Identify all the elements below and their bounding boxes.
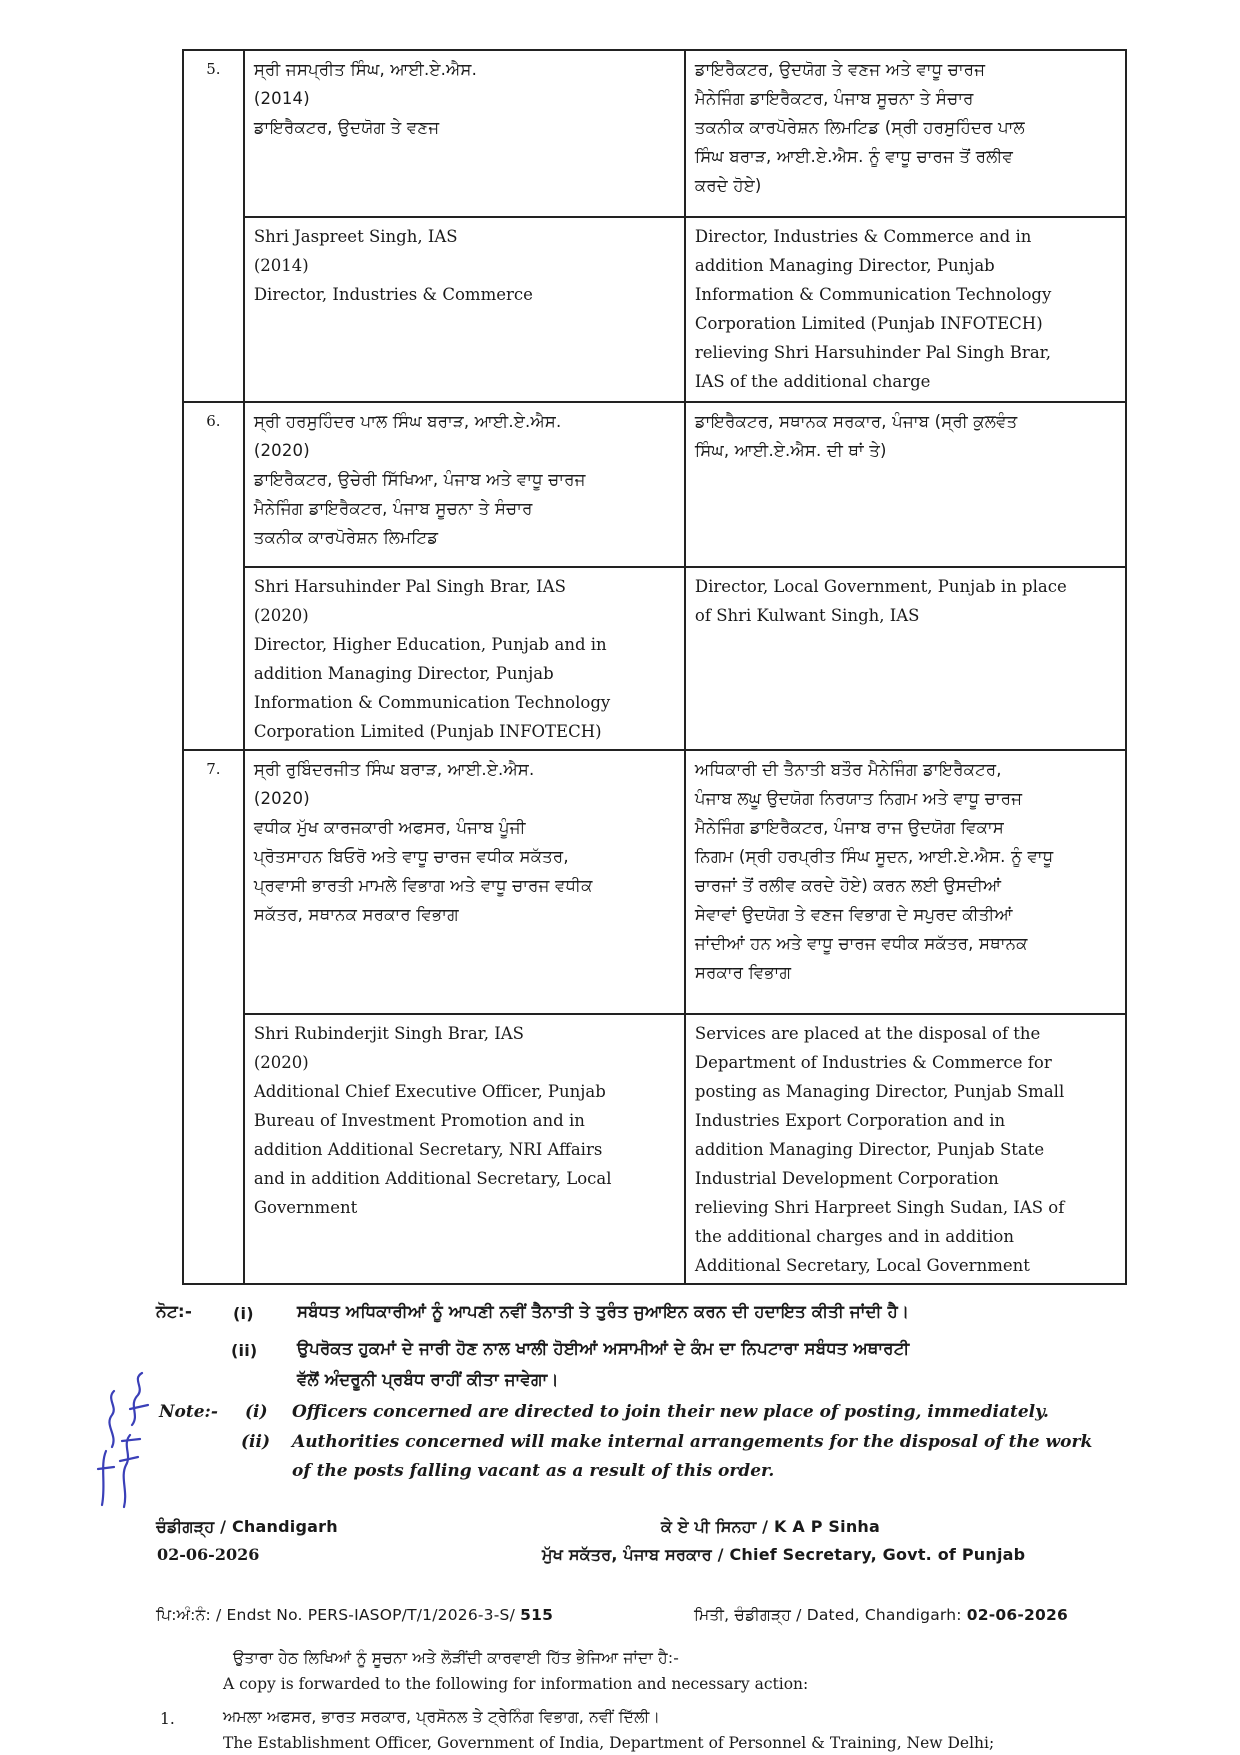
issue-date: 02-06-2026 [157,1545,260,1564]
table-row [183,567,1126,750]
note-text: ਉਪਰੋਕਤ ਹੁਕਮਾਂ ਦੇ ਜਾਰੀ ਹੋਣ ਨਾਲ ਖਾਲੀ ਹੋਈਆਂ ਅਸਾਮੀਆਂ ਦੇ ਕੰਮ ਦਾ ਨਿਪਟਾਰਾ ਸਬੰਧਤ ਅਥਾਰਟੀ [297,1339,910,1358]
recipient-pa: ਅਮਲਾ ਅਫਸਰ, ਭਾਰਤ ਸਰਕਾਰ, ਪ੍ਰਸੋਨਲ ਤੇ ਟ੍ਰੇਨਿੰਗ ਵਿਭਾਗ, ਨਵੀਂ ਦਿੱਲੀ। [223,1708,661,1726]
place: ਚੰਡੀਗੜ੍ਹ / Chandigarh [156,1517,338,1536]
note-number: (ii) [241,1432,271,1452]
posting-cell-pa: ਅਧਿਕਾਰੀ ਦੀ ਤੈਨਾਤੀ ਬਤੌਰ ਮੈਨੇਜਿੰਗ ਡਾਇਰੈਕਟਰ, ਪੰਜਾਬ ਲਘੂ ਉਦਯੋਗ ਨਿਰਯਾਤ ਨਿਗਮ ਅਤੇ ਵਾਧੂ ਚਾਰਜ ਮੈਨੇਜਿੰਗ ਡਾਇਰੈਕਟਰ, ਪੰਜਾਬ ਰਾਜ ਉਦਯੋਗ ਵਿਕਾਸ ਨਿਗਮ (ਸ੍ਰੀ ਹਰਪ੍ਰੀਤ ਸਿੰਘ ਸੂਦਨ, ਆਈ.ਏ.ਐਸ. ਨੂੰ ਵਾਧੂ ਚਾਰਜਾਂ ਤੋਂ ਰਲੀਵ ਕਰਦੇ ਹੋਏ) ਕਰਨ ਲਈ ਉਸਦੀਆਂ ਸੇਵਾਵਾਂ ਉਦਯੋਗ ਤੇ ਵਣਜ ਵਿਭਾਗ ਦੇ ਸਪੁਰਦ ਕੀਤੀਆਂ ਜਾਂਦੀਆਂ ਹਨ ਅਤੇ ਵਾਧੂ ਚਾਰਜ ਵਧੀਕ ਸਕੱਤਰ, ਸਥਾਨਕ ਸਰਕਾਰ ਵਿਭਾਗ [685,750,1126,1014]
postings-table [182,49,1127,1285]
table-row [183,750,1126,1014]
officer-cell-pa: ਸ੍ਰੀ ਰੁਬਿੰਦਰਜੀਤ ਸਿੰਘ ਬਰਾੜ, ਆਈ.ਏ.ਐਸ. (2020) ਵਧੀਕ ਮੁੱਖ ਕਾਰਜਕਾਰੀ ਅਫਸਰ, ਪੰਜਾਬ ਪੂੰਜੀ ਪ੍ਰੋਤਸਾਹਨ ਬਿਓਰੋ ਅਤੇ ਵਾਧੂ ਚਾਰਜ ਵਧੀਕ ਸਕੱਤਰ, ਪ੍ਰਵਾਸੀ ਭਾਰਤੀ ਮਾਮਲੇ ਵਿਭਾਗ ਅਤੇ ਵਾਧੂ ਚਾਰਜ ਵਧੀਕ ਸਕੱਤਰ, ਸਥਾਨਕ ਸਰਕਾਰ ਵਿਭਾਗ [244,750,685,1014]
note-text: ਵੱਲੋਂ ਅੰਦਰੂਨੀ ਪ੍ਰਬੰਧ ਰਾਹੀਂ ਕੀਤਾ ਜਾਵੇਗਾ। [297,1370,559,1389]
officer-cell-pa: ਸ੍ਰੀ ਜਸਪ੍ਰੀਤ ਸਿੰਘ, ਆਈ.ਏ.ਐਸ. (2014) ਡਾਇਰੈਕਟਰ, ਉਦਯੋਗ ਤੇ ਵਣਜ [244,50,685,217]
handwritten-initials [92,1365,154,1515]
endorsement-number: ਪਿ:ਅੰ:ਨੰ: / Endst No. PERS-IASOP/T/1/2026-3-S/ 515 [156,1606,554,1624]
note-number: (i) [233,1304,254,1323]
posting-cell-en: Director, Industries & Commerce and in addition Managing Director, Punjab Information & Communication Technology Corporation Limited (Punjab INFOTECH) relieving Shri Harsuhinder Pal Singh Brar, IAS of the additional charge [685,217,1126,402]
note-text: Officers concerned are directed to join their new place of posting, immediately. [292,1402,1049,1422]
note-number: (i) [245,1402,268,1422]
note-label-pa: ਨੋਟ:- [156,1302,193,1322]
officer-cell-en: Shri Rubinderjit Singh Brar, IAS (2020) Additional Chief Executive Officer, Punjab Bureau of Investment Promotion and in addition Additional Secretary, NRI Affairs and in addition Additional Secretary, Local Government [244,1014,685,1284]
endorsement-date: ਮਿਤੀ, ਚੰਡੀਗੜ੍ਹ / Dated, Chandigarh: 02-06-2026 [694,1606,1068,1624]
signatory-name: ਕੇ ਏ ਪੀ ਸਿਨਹਾ / K A P Sinha [661,1517,880,1536]
note-text: ਸਬੰਧਤ ਅਧਿਕਾਰੀਆਂ ਨੂੰ ਆਪਣੀ ਨਵੀਂ ਤੈਨਾਤੀ ਤੇ ਤੁਰੰਤ ਜੁਆਇਨ ਕਰਨ ਦੀ ਹਦਾਇਤ ਕੀਤੀ ਜਾਂਦੀ ਹੈ। [297,1302,910,1321]
posting-cell-pa: ਡਾਇਰੈਕਟਰ, ਉਦਯੋਗ ਤੇ ਵਣਜ ਅਤੇ ਵਾਧੂ ਚਾਰਜ ਮੈਨੇਜਿੰਗ ਡਾਇਰੈਕਟਰ, ਪੰਜਾਬ ਸੂਚਨਾ ਤੇ ਸੰਚਾਰ ਤਕਨੀਕ ਕਾਰਪੋਰੇਸ਼ਨ ਲਿਮਟਿਡ (ਸ੍ਰੀ ਹਰਸੁਹਿੰਦਰ ਪਾਲ ਸਿੰਘ ਬਰਾੜ, ਆਈ.ਏ.ਐਸ. ਨੂੰ ਵਾਧੂ ਚਾਰਜ ਤੋਂ ਰਲੀਵ ਕਰਦੇ ਹੋਏ) [685,50,1126,217]
copy-forward-pa: ਉਤਾਰਾ ਹੇਠ ਲਿਖਿਆਂ ਨੂੰ ਸੂਚਨਾ ਅਤੇ ਲੋੜੀਂਦੀ ਕਾਰਵਾਈ ਹਿੱਤ ਭੇਜਿਆ ਜਾਂਦਾ ਹੈ:- [233,1649,680,1667]
note-label-en: Note:- [159,1402,218,1422]
serial-number: 6. [183,402,244,750]
officer-cell-pa: ਸ੍ਰੀ ਹਰਸੁਹਿੰਦਰ ਪਾਲ ਸਿੰਘ ਬਰਾੜ, ਆਈ.ਏ.ਐਸ. (2020) ਡਾਇਰੈਕਟਰ, ਉਚੇਰੀ ਸਿੱਖਿਆ, ਪੰਜਾਬ ਅਤੇ ਵਾਧੂ ਚਾਰਜ ਮੈਨੇਜਿੰਗ ਡਾਇਰੈਕਟਰ, ਪੰਜਾਬ ਸੂਚਨਾ ਤੇ ਸੰਚਾਰ ਤਕਨੀਕ ਕਾਰਪੋਰੇਸ਼ਨ ਲਿਮਟਿਡ [244,402,685,567]
posting-cell-en: Services are placed at the disposal of the Department of Industries & Commerce for posting as Managing Director, Punjab Small Industries Export Corporation and in addition Managing Director, Punjab State Industrial Development Corporation relieving Shri Harpreet Singh Sudan, IAS of the additional charges and in addition Additional Secretary, Local Government [685,1014,1126,1284]
officer-cell-en: Shri Harsuhinder Pal Singh Brar, IAS (2020) Director, Higher Education, Punjab and in addition Managing Director, Punjab Information & Communication Technology Corporation Limited (Punjab INFOTECH) [244,567,685,750]
note-text: Authorities concerned will make internal arrangements for the disposal of the work [292,1432,1093,1452]
officer-cell-en: Shri Jaspreet Singh, IAS (2014) Director, Industries & Commerce [244,217,685,402]
signatory-designation: ਮੁੱਖ ਸਕੱਤਰ, ਪੰਜਾਬ ਸਰਕਾਰ / Chief Secretary, Govt. of Punjab [542,1545,1026,1564]
serial-number: 7. [183,750,244,1284]
serial-number: 5. [183,50,244,402]
recipient-number: 1. [160,1710,175,1728]
posting-cell-en: Director, Local Government, Punjab in place of Shri Kulwant Singh, IAS [685,567,1126,750]
posting-cell-pa: ਡਾਇਰੈਕਟਰ, ਸਥਾਨਕ ਸਰਕਾਰ, ਪੰਜਾਬ (ਸ੍ਰੀ ਕੁਲਵੰਤ ਸਿੰਘ, ਆਈ.ਏ.ਐਸ. ਦੀ ਥਾਂ ਤੇ) [685,402,1126,567]
note-number: (ii) [231,1341,258,1360]
copy-forward-en: A copy is forwarded to the following for information and necessary action: [223,1675,809,1693]
recipient-en: The Establishment Officer, Government of India, Department of Personnel & Training, New Delhi; [223,1734,995,1752]
note-text: of the posts falling vacant as a result of this order. [292,1461,775,1481]
table-row [183,50,1126,217]
table-row [183,402,1126,567]
table-row [183,1014,1126,1284]
table-row [183,217,1126,402]
